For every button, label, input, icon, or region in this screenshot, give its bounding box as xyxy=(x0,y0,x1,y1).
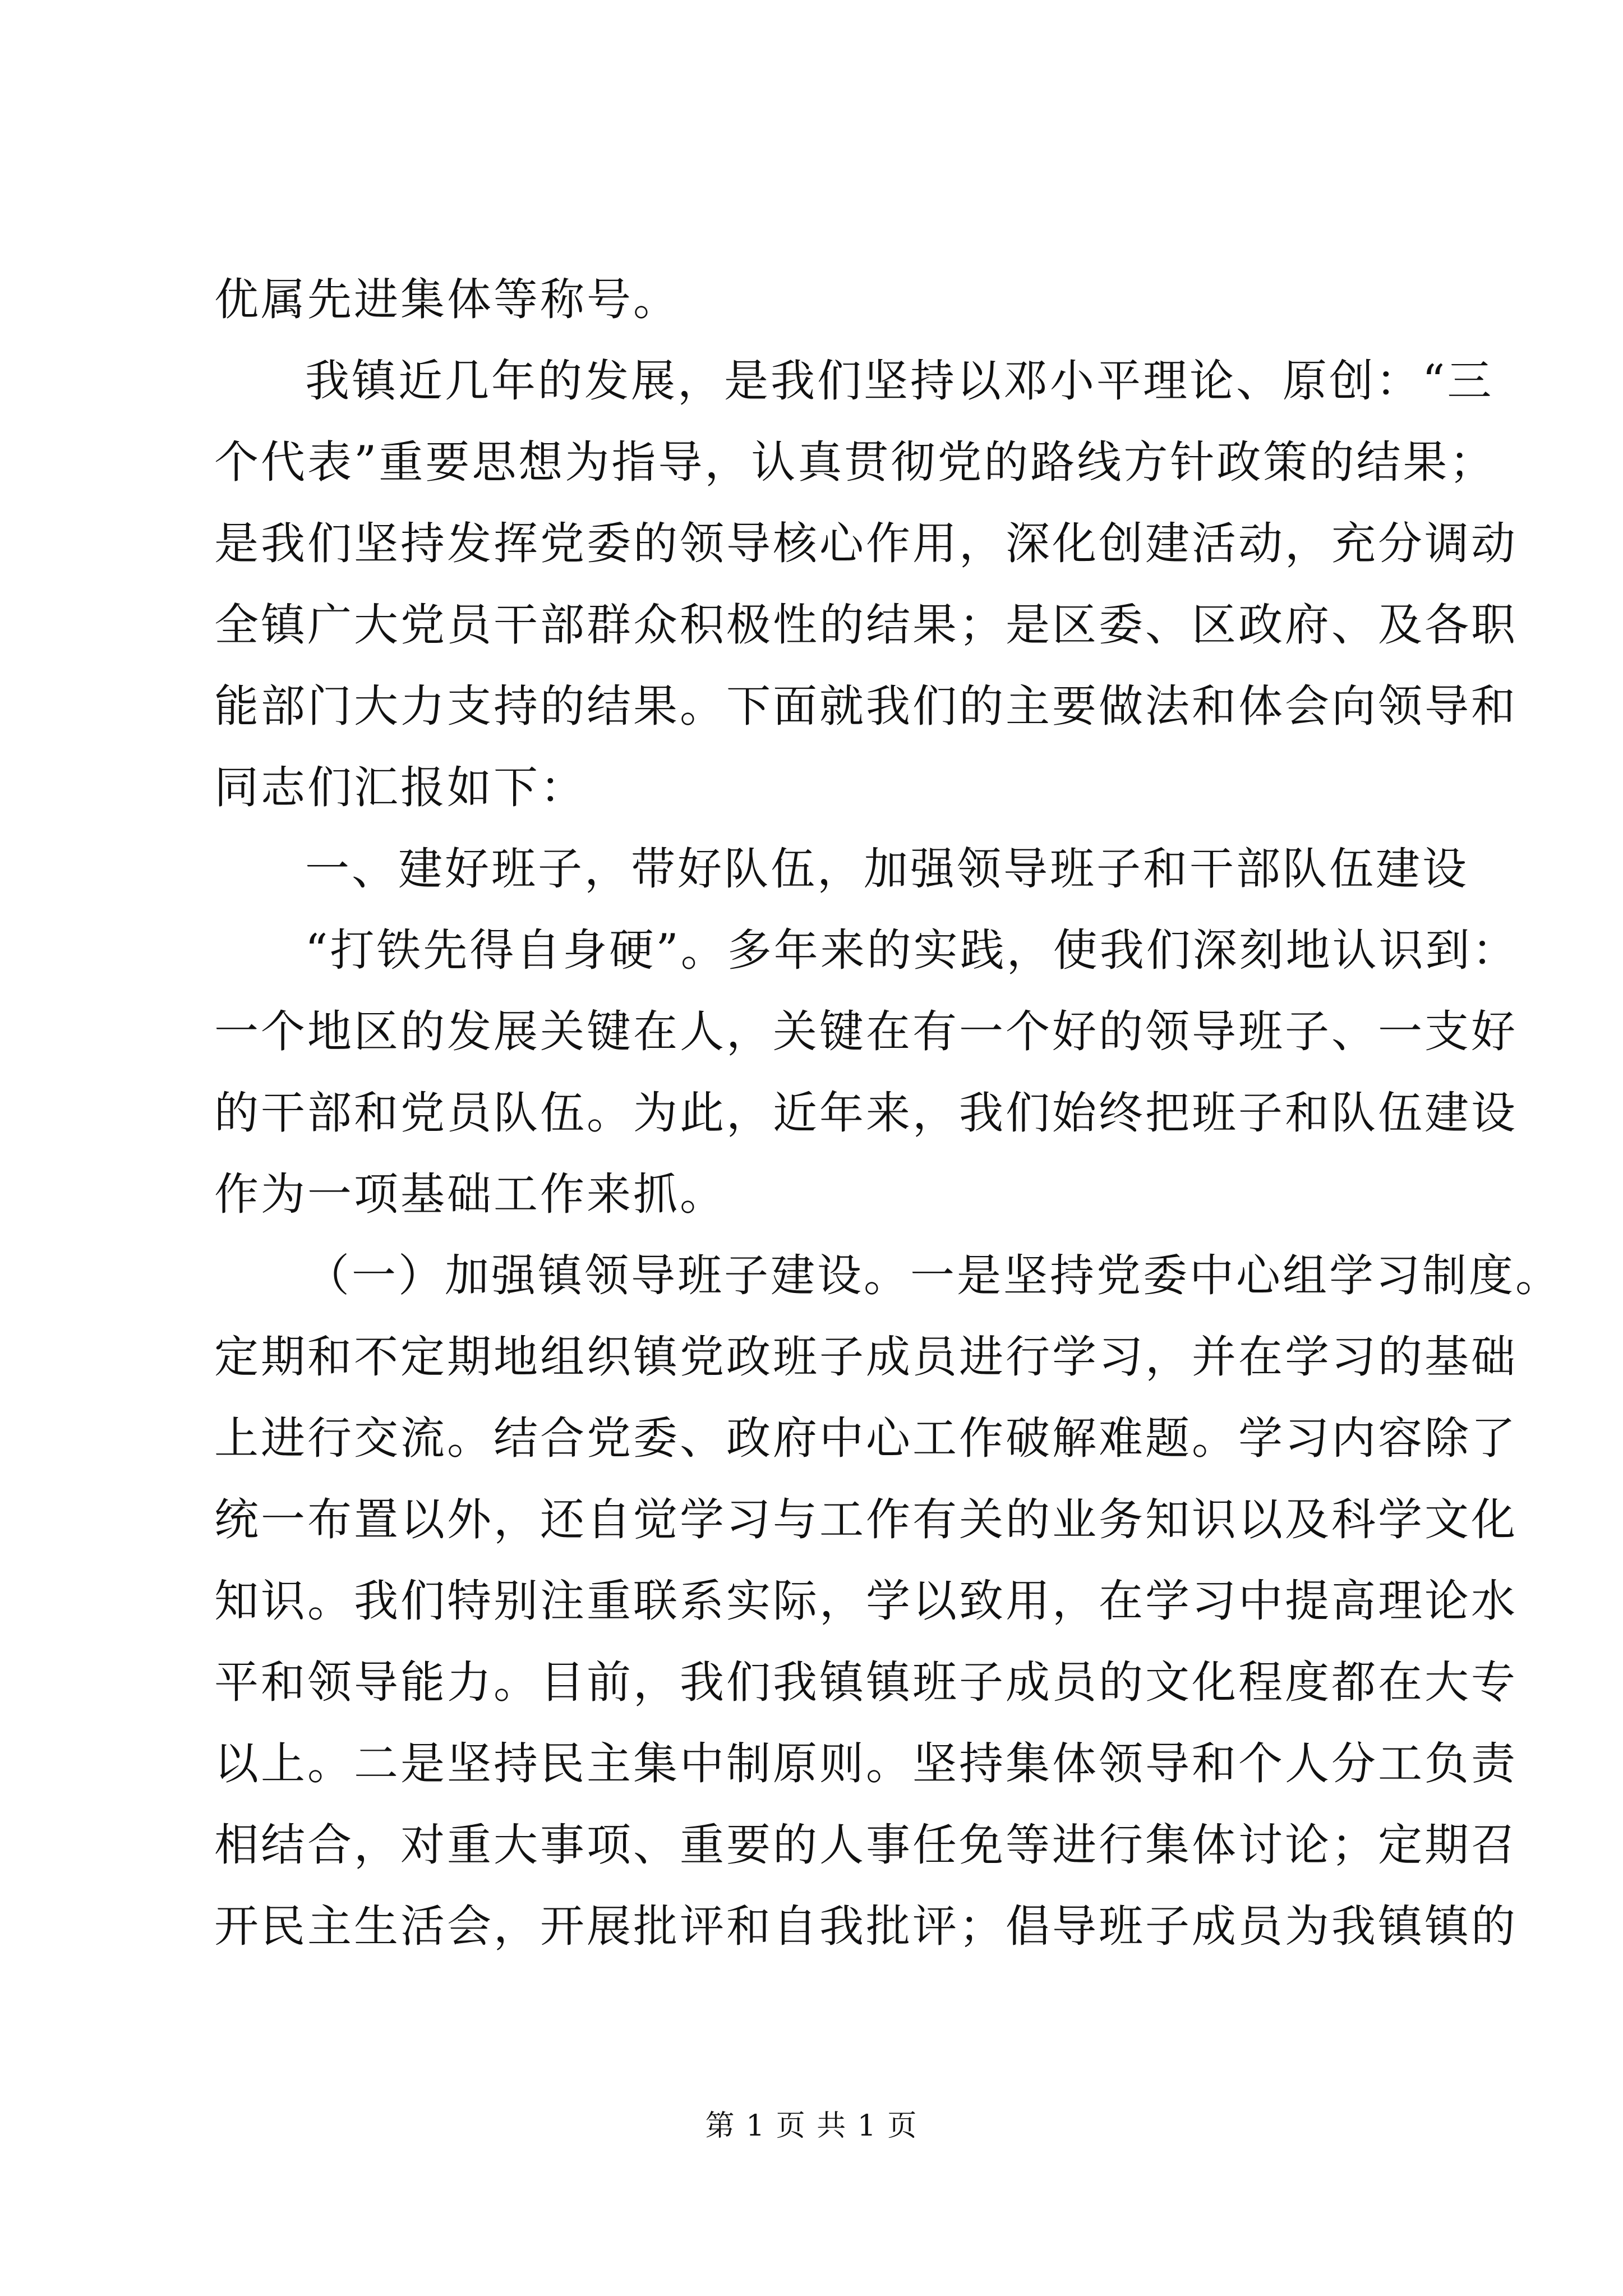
text-line: 作为一项基础工作来抓。 xyxy=(214,1168,726,1220)
page-number-footer: 第 1 页 共 1 页 xyxy=(705,2109,918,2143)
text-line: 全镇广大党员干部群众积极性的结果；是区委、区政府、及各职 xyxy=(214,599,1518,651)
text-line: 以上。二是坚持民主集中制原则。坚持集体领导和个人分工负责 xyxy=(214,1738,1518,1789)
text-line: 是我们坚持发挥党委的领导核心作用，深化创建活动，充分调动 xyxy=(214,518,1518,569)
text-line: 我镇近几年的发展，是我们坚持以邓小平理论、原创：“三 xyxy=(305,355,1494,407)
text-line: 定期和不定期地组织镇党政班子成员进行学习，并在学习的基础 xyxy=(214,1331,1518,1383)
text-line: 统一布置以外，还自觉学习与工作有关的业务知识以及科学文化 xyxy=(214,1494,1518,1545)
text-line: “打铁先得自身硬”。多年来的实践，使我们深刻地认识到： xyxy=(305,924,1519,976)
text-line: 知识。我们特别注重联系实际，学以致用，在学习中提高理论水 xyxy=(214,1575,1518,1627)
section-heading: 一、建好班子，带好队伍，加强领导班子和干部队伍建设 xyxy=(305,843,1469,895)
text-line: 平和领导能力。目前，我们我镇镇班子成员的文化程度都在大专 xyxy=(214,1657,1518,1708)
text-line: 相结合，对重大事项、重要的人事任免等进行集体讨论；定期召 xyxy=(214,1819,1518,1871)
text-line: 的干部和党员队伍。为此，近年来，我们始终把班子和队伍建设 xyxy=(214,1087,1518,1139)
document-body xyxy=(214,259,1562,1967)
text-line: 同志们汇报如下： xyxy=(214,762,587,813)
text-line: 个代表”重要思想为指导，认真贯彻党的路线方针政策的结果； xyxy=(214,436,1496,488)
text-line: 开民主生活会，开展批评和自我批评；倡导班子成员为我镇镇的 xyxy=(214,1901,1518,1952)
text-line: 优属先进集体等称号。 xyxy=(214,274,680,325)
text-line: （一）加强镇领导班子建设。一是坚持党委中心组学习制度。 xyxy=(305,1250,1562,1301)
text-line: 能部门大力支持的结果。下面就我们的主要做法和体会向领导和 xyxy=(214,680,1518,732)
text-line: 一个地区的发展关键在人，关键在有一个好的领导班子、一支好 xyxy=(214,1006,1518,1057)
text-line: 上进行交流。结合党委、政府中心工作破解难题。学习内容除了 xyxy=(214,1412,1518,1464)
